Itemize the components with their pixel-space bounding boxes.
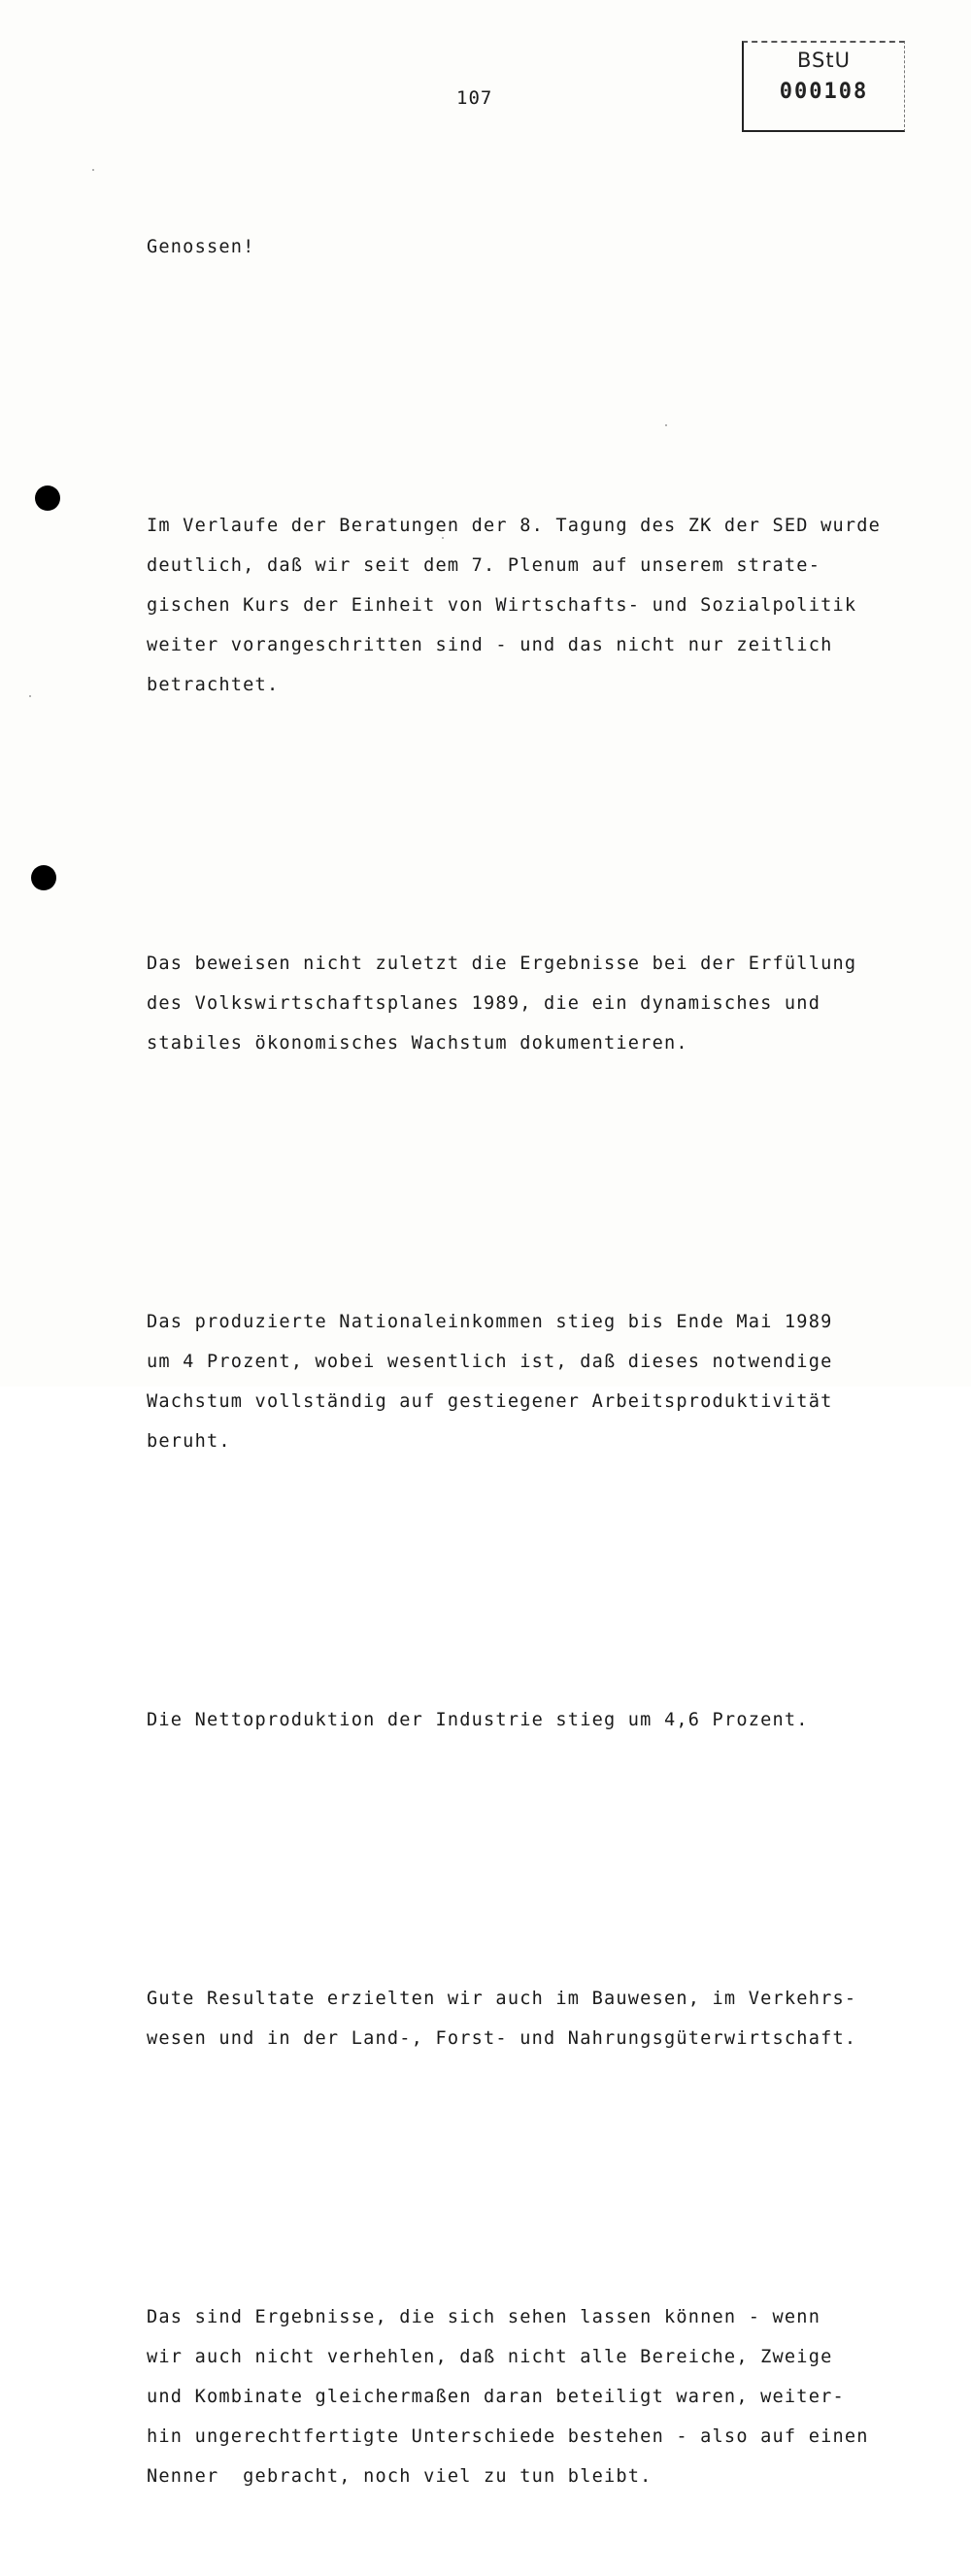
punch-hole-top <box>35 485 60 511</box>
text-line: hin ungerechtfertigte Unterschiede bestehen - also auf einen <box>147 2426 869 2447</box>
text-line: Nenner gebracht, noch viel zu tun bleibt. <box>147 2466 653 2487</box>
punch-hole-bottom <box>31 865 56 890</box>
text-line: und Kombinate gleichermaßen daran beteiligt waren, weiter- <box>147 2387 845 2407</box>
paper-speck <box>29 695 31 697</box>
text-line: Gute Resultate erzielten wir auch im Bauwesen, im Verkehrs- <box>147 1989 857 2009</box>
paper-speck <box>92 169 94 171</box>
text-line: Die Nettoproduktion der Industrie stieg um 4,6 Prozent. <box>147 1710 809 1730</box>
text-line: gischen Kurs der Einheit von Wirtschafts- und Sozialpolitik <box>147 595 857 616</box>
paragraph-beratungen <box>147 506 923 705</box>
text-line: Wachstum vollständig auf gestiegener Arbeitsproduktivität <box>147 1391 833 1412</box>
text-line: Genossen! <box>147 237 255 257</box>
text-line: betrachtet. <box>147 675 280 695</box>
text-line: wir auch nicht verhehlen, daß nicht alle Bereiche, Zweige <box>147 2347 833 2367</box>
salutation <box>147 227 923 267</box>
body-text <box>147 148 923 2576</box>
text-line: deutlich, daß wir seit dem 7. Plenum auf unserem strate- <box>147 555 821 576</box>
text-line: beruht. <box>147 1431 231 1452</box>
text-line: Im Verlaufe der Beratungen der 8. Tagung des ZK der SED wurde <box>147 516 882 536</box>
paragraph-nettoproduktion <box>147 1700 923 1740</box>
stamp-label: BStU <box>797 49 851 72</box>
text-line: stabiles ökonomisches Wachstum dokumentieren. <box>147 1033 688 1054</box>
stamp-number: 000108 <box>779 80 869 104</box>
text-line: weiter vorangeschritten sind - und das nicht nur zeitlich <box>147 635 833 655</box>
text-line: des Volkswirtschaftsplanes 1989, die ein dynamisches und <box>147 993 821 1014</box>
paragraph-volkswirtschaftsplan <box>147 944 923 1063</box>
text-line: Das produzierte Nationaleinkommen stieg bis Ende Mai 1989 <box>147 1312 833 1332</box>
text-line: wesen und in der Land-, Forst- und Nahrungsgüterwirtschaft. <box>147 2028 857 2049</box>
archive-stamp <box>742 41 905 132</box>
text-line: Das beweisen nicht zuletzt die Ergebnisse bei der Erfüllung <box>147 953 857 974</box>
paragraph-resultate <box>147 1979 923 2058</box>
text-line: um 4 Prozent, wobei wesentlich ist, daß dieses notwendige <box>147 1352 833 1372</box>
paragraph-nationaleinkommen <box>147 1302 923 1461</box>
page-number: 107 <box>456 87 493 109</box>
text-line: Das sind Ergebnisse, die sich sehen lassen können - wenn <box>147 2307 821 2327</box>
paragraph-ergebnisse <box>147 2297 923 2496</box>
